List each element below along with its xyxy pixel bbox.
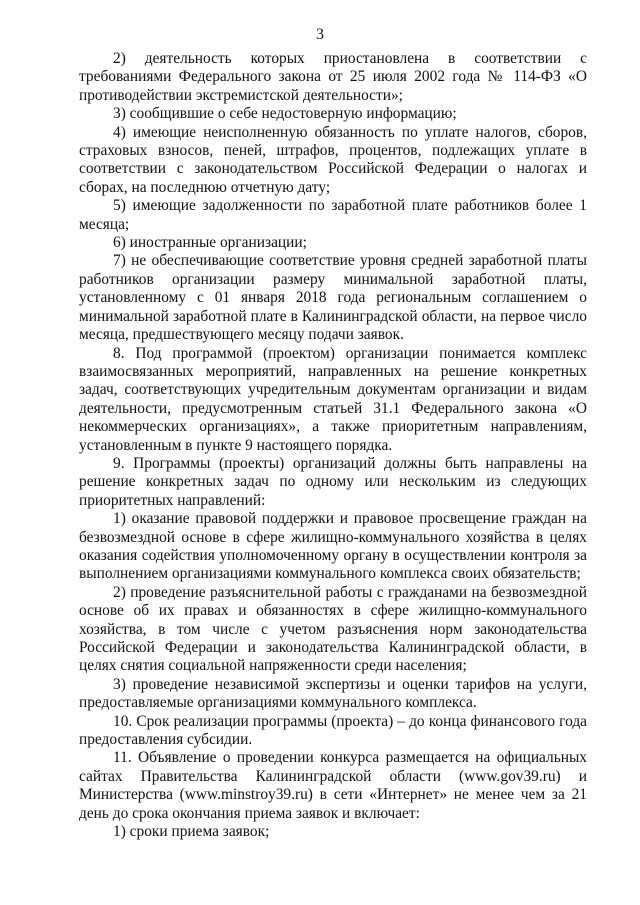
paragraph: 1) сроки приема заявок; bbox=[113, 823, 270, 841]
paragraph: 3) проведение независимой экспертизы и оценки тарифов на услуги, предоставляемые организациями коммунального комплекса. bbox=[79, 675, 587, 712]
paragraph: 2) проведение разъяснительной работы с гражданами на безвозмездной основе об их правах и обязанностях в сфере жилищно-коммунального хозяйства, в том числе с учетом разъяснения норм законодательства Российской Федерации и законодательства Калининградской области, в целях снятия социальной напряженности среди населения; bbox=[79, 583, 587, 675]
paragraph: 1) оказание правовой поддержки и правовое просвещение граждан на безвозмездной основе в сфере жилищно-коммунального хозяйства в целях оказания содействия уполномоченному органу в осуществлении контроля за выполнением организациями коммунального комплекса своих обязательств; bbox=[79, 510, 587, 583]
paragraph: 8. Под программой (проектом) организации понимается комплекс взаимосвязанных мероприятий, направленных на решение конкретных задач, соответствующих учредительным документам организации и видам деятельности, предусмотренным статьей 31.1 Федерального закона «О некоммерческих организациях», а также приоритетным направлениям, установленным в пункте 9 настоящего порядка. bbox=[79, 344, 587, 454]
paragraph: 5) имеющие задолженности по заработной плате работников более 1 месяца; bbox=[79, 197, 587, 233]
paragraph: 2) деятельность которых приостановлена в соответствии с требованиями Федерального закона от 25 июля 2002 года № 114-ФЗ «О противодействии экстремистской деятельности»; bbox=[79, 50, 587, 104]
paragraph: 4) имеющие неисполненную обязанность по уплате налогов, сборов, страховых взносов, пеней, штрафов, процентов, подлежащих уплате в соответствии с законодательством Российской Федерации о налогах и сборах, на последнюю отчетную дату; bbox=[79, 123, 587, 196]
paragraph: 10. Срок реализации программы (проекта) – до конца финансового года предоставления субсидии. bbox=[79, 712, 587, 749]
paragraph: 6) иностранные организации; bbox=[113, 234, 307, 252]
paragraph: 7) не обеспечивающие соответствие уровня средней заработной платы работников организации размеру минимальной заработной платы, установленному с 01 января 2018 года региональным соглашением о минимальной заработной плате в Калининградской области, на первое число месяца, предшествующего месяцу подачи заявок. bbox=[79, 252, 587, 344]
paragraph: 11. Объявление о проведении конкурса размещается на официальных сайтах Правительства Калининградской области (www.gov39.ru) и Министерства (www.minstroy39.ru) в сети «Интернет» не менее чем за 21 день до срока окончания приема заявок и включает: bbox=[79, 749, 587, 822]
paragraph: 9. Программы (проекты) организаций должны быть направлены на решение конкретных задач по одному или нескольким из следующих приоритетных направлений: bbox=[79, 454, 587, 509]
document-body bbox=[79, 50, 587, 841]
paragraph: 3) сообщившие о себе недостоверную информацию; bbox=[113, 105, 457, 123]
page-number: 3 bbox=[316, 26, 324, 43]
